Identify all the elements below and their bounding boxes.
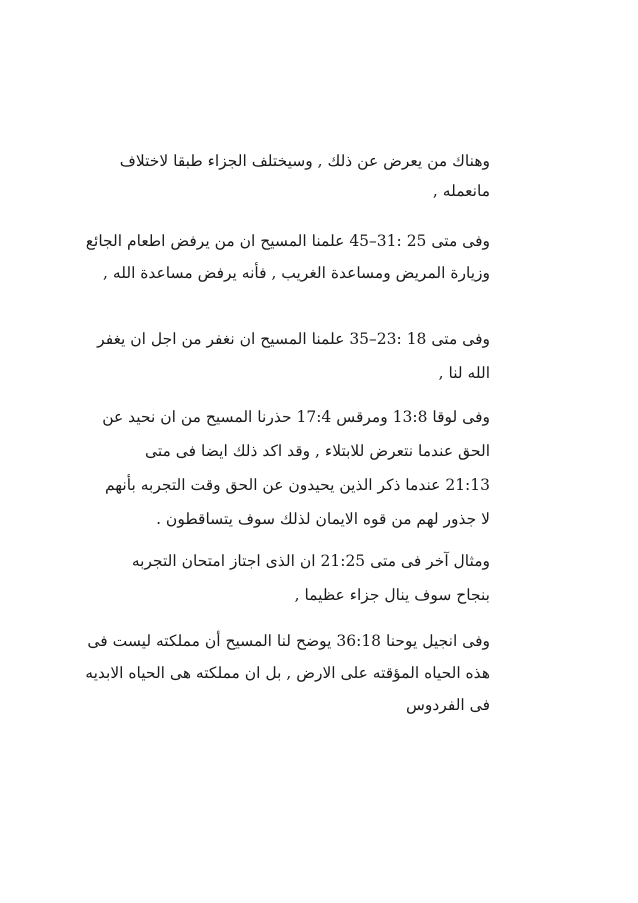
text-line: وزيارة المريض ومساعدة الغريب , فأنه يرفض مساعدة الله , (103, 264, 490, 282)
text-line: بنجاح سوف ينال جزاء عظيما , (294, 586, 490, 604)
text-line: وفى لوقا 13:8 ومرقس 17:4 حذرنا المسيح من ان نحيد عن (102, 408, 490, 426)
text-line: الحق عندما نتعرض للابتلاء , وقد اكد ذلك ايضا فى متى (144, 442, 490, 460)
text-line: فى الفردوس (406, 696, 490, 714)
text-line: هذه الحياه المؤقته على الارض , بل ان مملكته هى الحياه الابديه (85, 664, 490, 682)
text-line: ومثال آخر فى متى 21:25 ان الذى اجتاز امتحان التجربه (131, 552, 490, 570)
text-line: وفى انجيل يوحنا 36:18 يوضح لنا المسيح أن مملكته ليست فى (87, 632, 490, 650)
text-line: مانعمله , (432, 182, 490, 200)
text-line: وفى متى 18 :23–35 علمنا المسيح ان نغفر من اجل ان يغفر (97, 330, 490, 348)
text-line: وهناك من يعرض عن ذلك , وسيختلف الجزاء طبقا لاختلاف (119, 152, 490, 170)
text-line: لا جذور لهم من قوه الايمان لذلك سوف يتساقطون . (156, 510, 490, 528)
text-line: وفى متى 25 :31–45 علمنا المسيح ان من يرفض اطعام الجائع (85, 232, 490, 250)
text-line: الله لنا , (438, 364, 490, 382)
text-line: 21:13 عندما ذكر الذين يحيدون عن الحق وقت التجربه بأنهم (104, 476, 490, 494)
